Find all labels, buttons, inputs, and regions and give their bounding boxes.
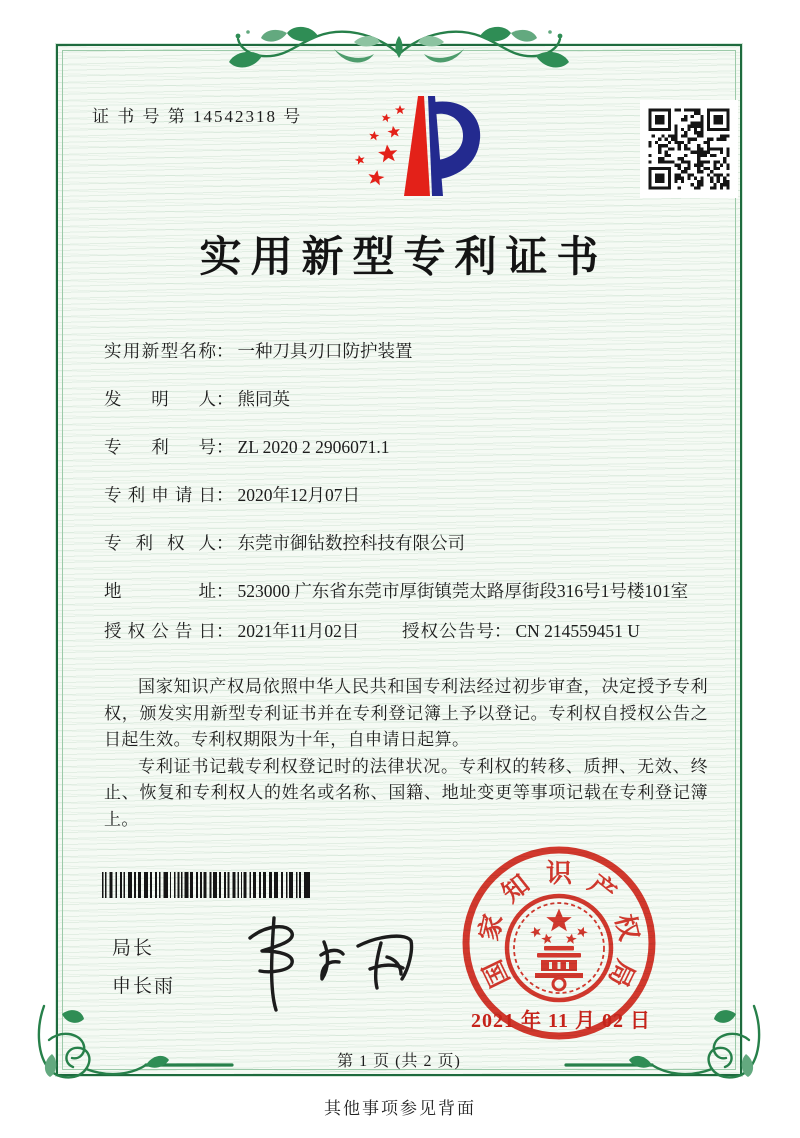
field-colon: ： [216,389,234,409]
top-border-ornament [214,24,584,82]
field-label: 专利权人 [104,533,216,553]
field-label: 授权公告号 [402,621,494,641]
certificate-frame [56,44,742,1076]
seal-char: 家 [474,911,509,944]
field-colon: ： [216,485,234,505]
seal-char: 知 [496,869,535,909]
field-value: CN 214559451 U [515,621,640,641]
field-value: 熊同英 [237,389,290,409]
handwritten-signature-icon [220,898,430,1024]
seal-char: 局 [602,955,641,992]
field-label: 授权公告日 [104,621,216,641]
field-value: 2021年11月02日 [237,621,360,641]
grant-number-pair [402,618,640,644]
signer-block [112,930,175,1006]
field-label: 发明人 [104,389,216,409]
field-value: 523000 广东省东莞市厚街镇莞太路厚街段316号1号楼101室 [237,581,689,601]
field-row-patentee [104,530,710,556]
seal-char: 识 [545,859,573,888]
body-paragraph: 专利证书记载专利权登记时的法律状况。专利权的转移、质押、无效、终止、恢复和专利权人的姓名或名称、国籍、地址变更等事项记载在专利登记簿上。 [104,756,708,829]
field-colon: ： [216,621,234,641]
bottom-left-corner-ornament [32,1002,237,1088]
seal-char: 产 [583,869,622,909]
field-value: 东莞市御钻数控科技有限公司 [237,533,465,553]
certificate-title: 实用新型专利证书 [199,235,608,281]
field-row-grant [104,618,710,644]
back-note: 其他事项参见背面 [324,1099,476,1118]
page-number: 第 1 页 (共 2 页) [337,1053,461,1070]
barcode-icon [102,872,314,898]
signer-title: 局长 [112,938,155,959]
seal-char: 权 [609,911,644,944]
field-value: 一种刀具刃口防护装置 [237,341,413,361]
field-row-patent-no [104,434,710,460]
field-row-address [104,578,710,604]
legal-text [104,674,708,833]
field-colon: ： [216,341,234,361]
field-row-name [104,338,710,364]
field-label: 专利申请日 [104,485,216,505]
grant-date-pair [104,618,402,644]
field-row-filing-date [104,482,710,508]
national-emblem [507,896,611,1000]
seal-date: 2021 年 11 月 02 日 [471,1010,651,1032]
certificate-number: 证 书 号 第 14542318 号 [92,107,303,126]
body-paragraph: 国家知识产权局依照中华人民共和国专利法经过初步审查，决定授予专利权，颁发实用新型专利证书并在专利登记簿上予以登记。专利权自授权公告之日起生效。专利权期限为十年，自申请日起算。 [104,677,708,749]
field-label: 地址 [104,581,216,601]
field-colon: ： [216,533,234,553]
seal-char: 国 [477,955,516,992]
field-label: 专利号 [104,437,216,457]
cnipa-logo-icon [344,92,486,212]
field-colon: ： [494,621,512,641]
field-value: ZL 2020 2 2906071.1 [237,437,390,457]
field-label: 实用新型名称 [104,341,216,361]
field-value: 2020年12月07日 [237,485,360,505]
field-list [104,338,710,666]
qr-code-icon [640,100,738,198]
field-colon: ： [216,581,234,601]
field-row-inventor [104,386,710,412]
signer-name: 申长雨 [112,976,176,997]
field-colon: ： [216,437,234,457]
